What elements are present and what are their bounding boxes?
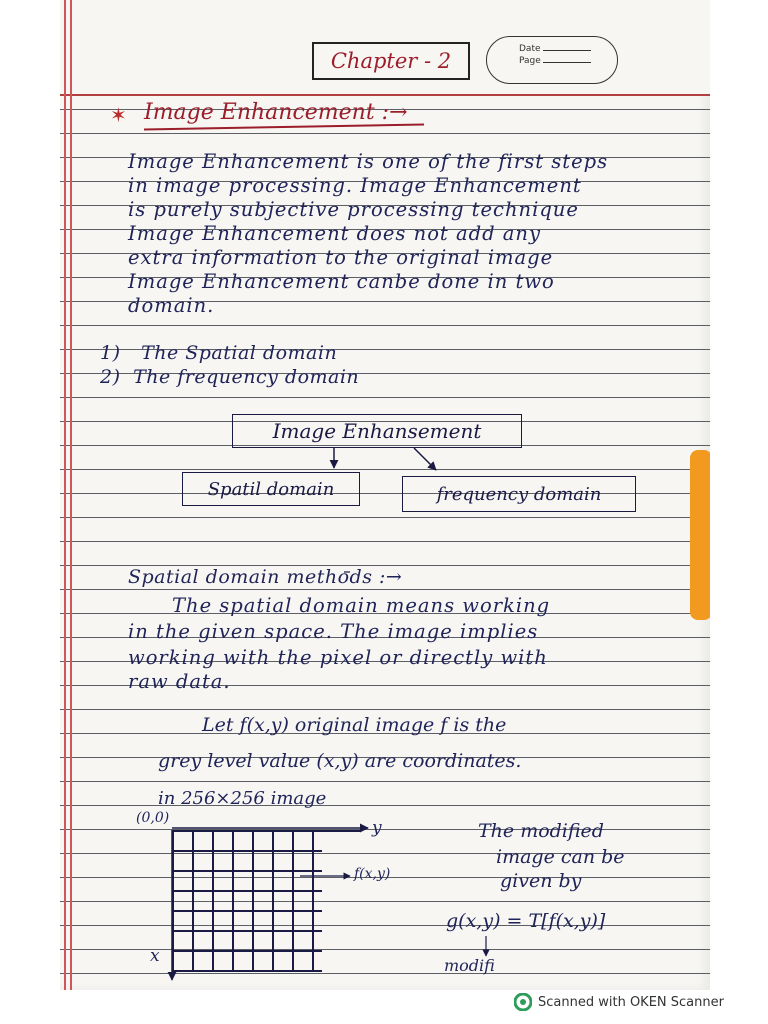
intro-line: domain.: [128, 294, 215, 317]
grid-y-label: y: [372, 818, 382, 838]
date-label: Date: [519, 44, 541, 54]
domain-item: [100, 342, 337, 364]
domain-text: The Spatial domain: [141, 342, 338, 364]
diagram-spatial-box: Spatil domain: [182, 472, 360, 506]
intro-line: extra information to the original image: [128, 246, 554, 269]
definition-line: grey level value (x,y) are coordinates.: [158, 750, 522, 772]
scanner-text: Scanned with OKEN Scanner: [538, 994, 724, 1010]
domain-number: 1): [100, 342, 121, 364]
grid-x-label: x: [150, 946, 160, 966]
section-heading: Image Enhancement :→: [144, 100, 408, 125]
grid-origin: (0,0): [136, 810, 170, 826]
domain-item: [100, 366, 359, 388]
spatial-line: The spatial domain means working: [172, 594, 551, 617]
domain-text: The frequency domain: [133, 366, 360, 388]
spatial-line: working with the pixel or directly with: [128, 646, 548, 669]
modified-formula: g(x,y) = T[f(x,y)]: [446, 910, 606, 932]
pixel-grid: [172, 830, 360, 972]
margin-line: [64, 0, 66, 990]
definition-line: Let f(x,y) original image f is the: [202, 714, 507, 736]
domain-number: 2): [100, 366, 121, 388]
margin-line: [70, 0, 72, 990]
modified-line: The modified: [478, 820, 604, 842]
diagram-frequency-box: frequency domain: [402, 476, 636, 512]
intro-line: Image Enhancement does not add any: [128, 222, 541, 245]
intro-line: Image Enhancement canbe done in two: [128, 270, 555, 293]
intro-line: is purely subjective processing technique: [128, 198, 579, 221]
diagram-root-box: Image Enhansement: [232, 414, 522, 448]
scan-background: [710, 0, 768, 1024]
spatial-line: in the given space. The image implies: [128, 620, 539, 643]
modified-note: modifi: [444, 956, 495, 975]
spatial-line: raw data.: [128, 670, 231, 693]
date-page-stamp: [486, 36, 618, 84]
modified-line: given by: [500, 870, 582, 892]
intro-line: Image Enhancement is one of the first steps: [128, 150, 609, 173]
grid-pixel-label: f(x,y): [354, 866, 391, 882]
intro-line: in image processing. Image Enhancement: [128, 174, 582, 197]
modified-line: image can be: [496, 846, 625, 868]
page-label: Page: [519, 56, 541, 66]
spatial-methods-title: Spatial domain methods :→: [128, 566, 403, 588]
definition-line: in 256×256 image: [158, 788, 327, 809]
page-edge-tab: [690, 450, 712, 620]
scanner-watermark: [514, 992, 724, 1012]
chapter-title: Chapter - 2: [312, 42, 470, 80]
scanner-logo-icon: [514, 993, 532, 1011]
star-icon: ✶: [110, 103, 127, 127]
